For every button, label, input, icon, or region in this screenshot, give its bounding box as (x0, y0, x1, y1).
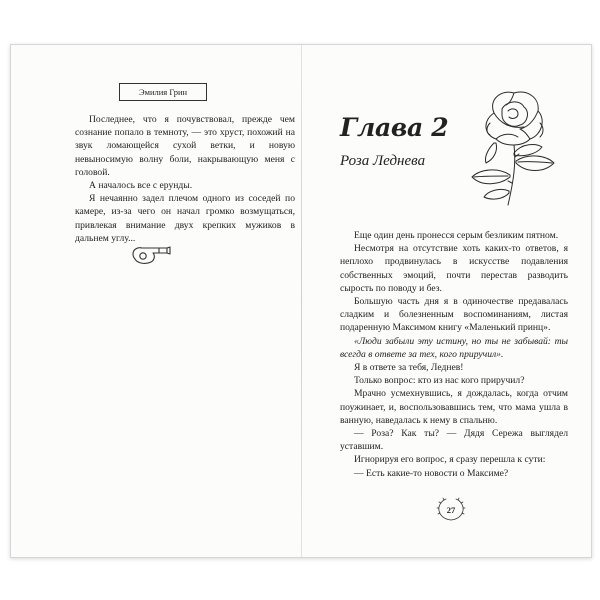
page-number: 27 (446, 505, 456, 515)
paragraph: А началось все с ерунды. (89, 180, 193, 192)
chapter-title: Глава 2 (340, 113, 449, 142)
left-page-text (75, 113, 295, 245)
open-book (10, 44, 592, 558)
paragraph: Большую часть дня я в одиночестве предавалась сладким и болезненным воспоминаниям, листая подаренную Максимом книгу «Маленький принц». (340, 296, 568, 334)
paragraph: Несмотря на отсутствие хоть каких-то ответов, я неплохо продвинулась в искусстве подавления собственных эмоций, почти перестав разводить сырость по поводу и без. (340, 243, 568, 294)
paragraph: — Есть какие-то новости о Максиме? (354, 467, 509, 479)
left-page (11, 45, 301, 557)
quote-paragraph (340, 335, 568, 361)
right-page-text (340, 229, 568, 480)
right-page (302, 45, 591, 557)
paragraph: Я в ответе за тебя, Леднев! (354, 362, 464, 374)
page-number-wreath (436, 497, 466, 523)
paragraph: Еще один день пронесся серым безликим пятном. (354, 230, 559, 241)
paragraph: Игнорируя его вопрос, я сразу перешла к сути: (354, 454, 546, 466)
paragraph: — Роза? Как ты? — Дядя Сережа выглядел уставшим. (340, 428, 568, 453)
running-head-author: Эмилия Грин (119, 83, 207, 101)
quote-text: «Люди забыли эту истину, но ты не забывай: ты всегда в ответе за тех, кого приручил». (340, 335, 568, 360)
rose-icon (454, 83, 566, 209)
paragraph: Последнее, что я почувствовал, прежде чем сознание попало в темноту, — это хруст, похожий на звук ломающейся сухой ветки, и новую невыносимую волну боли, накрывающую меня с головой. (75, 114, 295, 178)
chapter-subtitle: Роза Леднева (340, 153, 426, 169)
paragraph: Мрачно усмехнувшись, я дождалась, когда отчим поужинает, и, воспользовавшись тем, что мама ушла в ванную, наведалась к нему в спальню. (340, 388, 568, 426)
paragraph: Только вопрос: кто из нас кого приручил? (354, 375, 525, 387)
whistle-icon (129, 243, 173, 265)
paragraph: Я нечаянно задел плечом одного из соседей по камере, из-за чего он начал громко возмущаться, привлекая внимание двух крепких мужиков в дальнем углу... (75, 193, 295, 244)
